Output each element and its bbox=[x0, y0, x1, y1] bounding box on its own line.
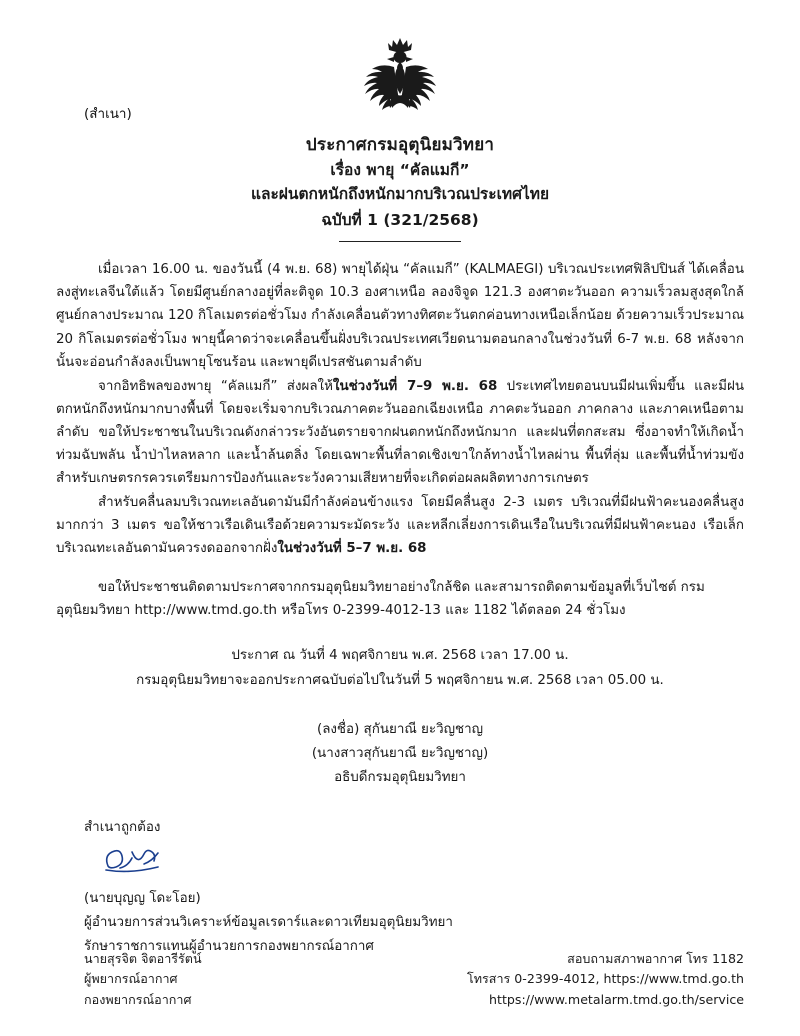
certify-header: สำเนาถูกต้อง bbox=[84, 820, 161, 836]
issue-number: ฉบับที่ 1 (321/2568) bbox=[321, 211, 479, 230]
footer-officer-division: กองพยากรณ์อากาศ bbox=[84, 991, 192, 1007]
signer-position: อธิบดีกรมอุตุนิยมวิทยา bbox=[334, 769, 466, 785]
emblem-container bbox=[56, 36, 744, 114]
emphasised-date: ในช่วงวันที่ 5–7 พ.ย. 68 bbox=[277, 540, 427, 556]
contact-paragraph: ขอให้ประชาชนติดตามประกาศจากกรมอุตุนิยมวิทยาอย่างใกล้ชิด และสามารถติดตามข้อมูลที่เว็บไซต์ กรมอุตุนิยมวิทยา http://www.tmd.go.th หรือโทร 0-2399-4012-13 และ 1182 ได้ตลอด 24 ชั่วโมง bbox=[56, 580, 705, 619]
footer-service-url[interactable]: https://www.metalarm.tmd.go.th/service bbox=[489, 991, 744, 1007]
paragraph-1: เมื่อเวลา 16.00 น. ของวันนี้ (4 พ.ย. 68) พายุได้ฝุ่น “คัลแมกี” (KALMAEGI) บริเวณประเทศฟิลิปปินส์ ได้เคลื่อนลงสู่ทะเลจีนใต้แล้ว โดยมีศูนย์กลางอยู่ที่ละติจูด 10.3 องศาเหนือ ลองจิจูด 121.3 องศาตะวันออก ความเร็วลมสูงสุดใกล้ศูนย์กลางประมาณ 120 กิโลเมตรต่อชั่วโมง กำลังเคลื่อนตัวทางทิศตะวันตกค่อนทางเหนือเล็กน้อย ด้วยความเร็วประมาณ 20 กิโลเมตรต่อชั่วโมง พายุนี้คาดว่าจะเคลื่อนขึ้นฝั่งบริเวณประเทศเวียดนามตอนกลางในช่วงวันที่ 6-7 พ.ย. 68 หลังจากนั้นจะอ่อนกำลังลงเป็นพายุโซนร้อน และพายุดีเปรสชันตามลำดับ bbox=[56, 262, 744, 370]
garuda-emblem bbox=[354, 36, 446, 114]
paragraph-3 bbox=[56, 491, 744, 560]
signed-line: (ลงชื่อ) สุกันยาณี ยะวิญชาญ bbox=[316, 721, 484, 737]
paragraph-2 bbox=[56, 375, 744, 490]
handwritten-signature-icon bbox=[98, 842, 218, 876]
footer-phone: สอบถามสภาพอากาศ โทร 1182 bbox=[567, 950, 744, 966]
footer-fax-website[interactable]: โทรสาร 0-2399-4012, https://www.tmd.go.th bbox=[466, 971, 744, 987]
document-body bbox=[56, 258, 744, 560]
footer-officer-name: นายสุรจิต จิตอารีรัตน์ bbox=[84, 950, 202, 966]
divider bbox=[339, 241, 461, 242]
subject-line-2: และฝนตกหนักถึงหนักมากบริเวณประเทศไทย bbox=[250, 185, 550, 204]
paragraph-2-text: จากอิทธิพลของพายุ “คัลแมกี” ส่งผลให้ในช่วงวันที่ 7–9 พ.ย. 68 ประเทศไทยตอนบนมีฝนเพิ่มขึ้น และมีฝนตกหนักถึงหนักมากบางพื้นที่ โดยจะเริ่มจากบริเวณภาคตะวันออกเฉียงเหนือ ภาคตะวันออก ภาคกลาง และภาคเหนือตามลำดับ ขอให้ประชาชนในบริเวณดังกล่าวระวังอันตรายจากฝนตกหนักถึงหนักมาก และฝนที่ตกสะสม ซึ่งอาจทำให้เกิดน้ำท่วมฉับพลัน น้ำป่าไหลหลาก และน้ำล้นตลิ่ง โดยเฉพาะพื้นที่ลาดเชิงเขาใกล้ทางน้ำไหลผ่าน พื้นที่ลุ่ม และพื้นที่น้ำท่วมขัง สำหรับเกษตรกรควรเตรียมการป้องกันและระวังความเสียหายที่จะเกิดต่อผลผลิตทางการเกษตร bbox=[56, 378, 744, 486]
paragraph-3-text: สำหรับคลื่นลมบริเวณทะเลอันดามันมีกำลังค่อนข้างแรง โดยมีคลื่นสูง 2-3 เมตร บริเวณที่มีฝนฟ้าคะนองคลื่นสูงมากกว่า 3 เมตร ขอให้ชาวเรือเดินเรือด้วยความระมัดระวัง และหลีกเลี่ยงการเดินเรือในบริเวณที่มีฝนฟ้าคะนอง เรือเล็กบริเวณทะเลอันดามันควรงดออกจากฝั่งในช่วงวันที่ 5–7 พ.ย. 68 bbox=[56, 494, 744, 556]
announce-date: ประกาศ ณ วันที่ 4 พฤศจิกายน พ.ศ. 2568 เวลา 17.00 น. bbox=[231, 648, 569, 664]
certifier-position-2: รักษาราชการแทนผู้อำนวยการกองพยากรณ์อากาศ bbox=[84, 938, 374, 954]
title-block bbox=[56, 132, 744, 242]
certification-block bbox=[56, 816, 744, 958]
announce-block bbox=[56, 644, 744, 694]
footer-right bbox=[467, 949, 744, 1010]
certifier-position-1: ผู้อำนวยการส่วนวิเคราะห์ข้อมูลเรดาร์และดาวเทียมอุตุนิยมวิทยา bbox=[84, 914, 453, 930]
emphasised-date: ในช่วงวันที่ 7–9 พ.ย. 68 bbox=[332, 378, 498, 394]
signature-block bbox=[56, 718, 744, 790]
page-title: ประกาศกรมอุตุนิยมวิทยา bbox=[305, 135, 495, 155]
page-footer bbox=[56, 949, 744, 1010]
next-announce-date: กรมอุตุนิยมวิทยาจะออกประกาศฉบับต่อไปในวันที่ 5 พฤศจิกายน พ.ศ. 2568 เวลา 05.00 น. bbox=[136, 672, 664, 688]
footer-left bbox=[56, 949, 202, 1010]
subject-line: เรื่อง พายุ “คัลแมกี” bbox=[330, 161, 470, 180]
signer-name: (นางสาวสุกันยาณี ยะวิญชาญ) bbox=[311, 745, 489, 761]
copy-mark: (สำเนา) bbox=[84, 106, 132, 122]
certifier-name: (นายบุญญ โดะโอย) bbox=[84, 890, 201, 906]
contact-block bbox=[56, 576, 744, 622]
footer-officer-role: ผู้พยากรณ์อากาศ bbox=[84, 971, 178, 987]
